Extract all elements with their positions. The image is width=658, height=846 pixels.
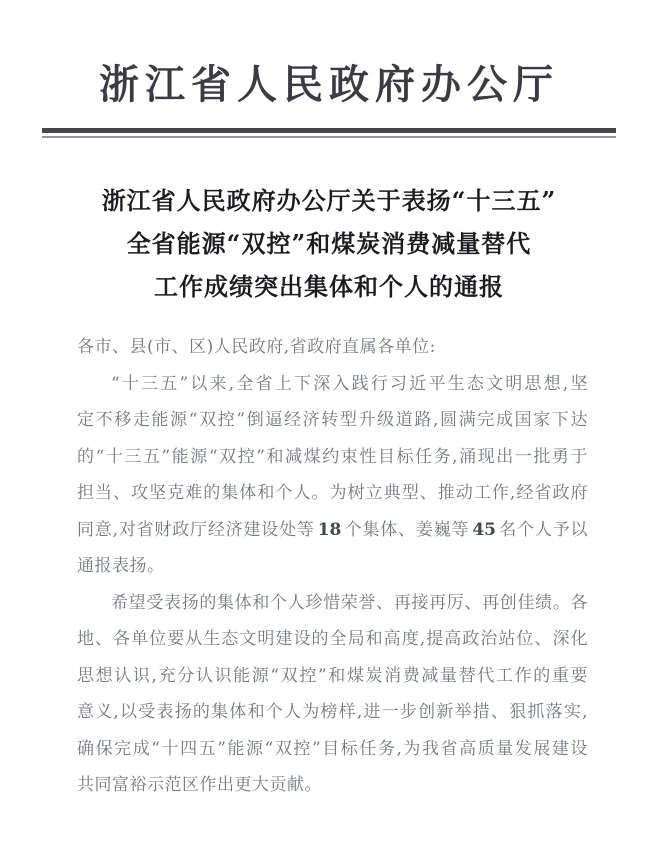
para1-line-6: 通报表扬。 [77, 556, 165, 576]
para2-line-2: 地、各单位要从生态文明建设的全局和高度,提高政治站位、深化 [77, 629, 588, 649]
para2-line-3: 思想认识,充分认识能源“双控”和煤炭消费减量替代工作的重要 [77, 665, 588, 686]
collectives-count: 18 [317, 519, 342, 540]
para1-line-1: “十三五”以来,全省上下深入践行习近平生态文明思想,坚 [111, 373, 588, 394]
document-title [0, 179, 658, 308]
document-title-line-3: 工作成绩突出集体和个人的通报 [154, 272, 504, 301]
para2-line-4: 意义,以受表扬的集体和个人为榜样,进一步创新举措、狠抓落实, [77, 702, 588, 722]
para1-line-5 [77, 512, 588, 549]
document-body [77, 329, 588, 804]
document-title-line-1: 浙江省人民政府办公厅关于表扬“十三五” [101, 186, 557, 215]
rule-thin-line [42, 136, 616, 138]
para2-line-1: 希望受表扬的集体和个人珍惜荣誉、再接再厉、再创佳绩。各 [111, 592, 588, 613]
rule-thick-line [42, 128, 616, 133]
masthead [0, 60, 658, 138]
masthead-org-name: 浙江省人民政府办公厅 [99, 61, 559, 108]
masthead-double-rule [42, 128, 616, 138]
para1-line-3: 的“十三五”能源“双控”和减煤约束性目标任务,涌现出一批勇于 [77, 446, 588, 467]
para2-line-6: 共同富裕示范区作出更大贡献。 [77, 775, 322, 795]
para1-line-2: 定不移走能源“双控”倒逼经济转型升级道路,圆满完成国家下达 [77, 410, 588, 430]
individuals-count: 45 [472, 519, 496, 540]
para1-line5-text-1: 同意,对省财政厅经济建设处等 [77, 519, 315, 540]
document-title-line-2: 全省能源“双控”和煤炭消费减量替代 [126, 229, 532, 258]
para1-line5-text-3: 名个人予以 [498, 519, 589, 540]
salutation-line: 各市、县(市、区)人民政府,省政府直属各单位: [77, 337, 436, 357]
para1-line5-text-2: 个集体、姜巍等 [344, 519, 470, 540]
para1-line-4: 担当、攻坚克难的集体和个人。为树立典型、推动工作,经省政府 [77, 483, 588, 503]
para2-line-5: 确保完成“十四五”能源“双控”目标任务,为我省高质量发展建设 [77, 738, 588, 759]
